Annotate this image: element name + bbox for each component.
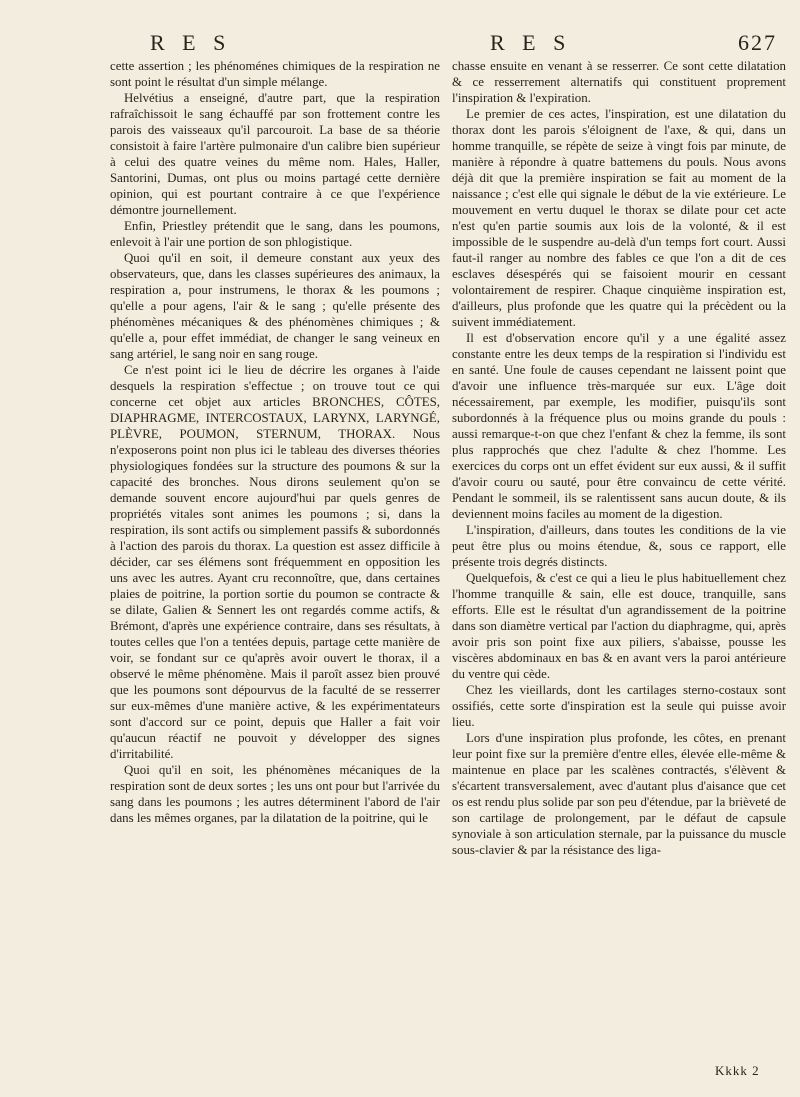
page-number: 627 (738, 30, 777, 55)
paragraph: Enfin, Priestley prétendit que le sang, dans les poumons, enlevoit à l'air une portion de son phlogistique. (110, 219, 440, 249)
paragraph: Ce n'est point ici le lieu de décrire les organes à l'aide desquels la respiration s'effectue ; on trouve tout ce qui concerne cet objet aux articles BRONCHES, CÔTES, DIAPHRAGME, INTERCOSTAUX, LARYNX, LARYNGÉ, PLÈVRE, POUMON, STERNUM, THORAX. Nous n'exposerons point non plus ici le tableau des diverses théories physiologiques fondées sur la structure des poumons & sur la capacité des bronches. Nous dirons seulement qu'on se demande souvent encore aujourd'hui par quels genres de propriétés vitales sont animes les poumons ; si, dans la respiration, ils sont actifs ou simplement passifs & subordonnés à l'action des parois du thorax. La question est assez difficile à décider, car ses élémens sont fréquemment en opposition les uns avec les autres. Ayant cru reconnoître, que, dans certaines plaies de poitrine, la portion sortie du poumon se contracte & se dilate, Galien & Sennert les ont regardés comme actifs, & Brémont, d'après une expérience contraire, dans ses résultats, à toutes celles que l'on a tentées depuis, partage cette manière de voir, se fondant sur ce qu'après avoir ouvert le thorax, il a observé le même phénomène. Mais il paroît assez bien prouvé que les poumons sont dépourvus de la faculté de se resserrer sur eux-mêmes d'une manière active, & les expérimentateurs sont d'accord sur ce point, depuis que Haller a fait voir qu'aucun réactif ne pouvoit y développer des signes d'irritabilité. (110, 363, 440, 761)
paragraph: cette assertion ; les phénoménes chimiques de la respiration ne sont point le résultat d'un simple mélange. (110, 59, 440, 89)
running-header (0, 20, 800, 60)
paragraph: Helvétius a enseigné, d'autre part, que la respiration rafraîchissoit le sang échauffé par son frottement contre les parois des vaisseaux qu'il parcouroit. La base de sa théorie consistoit à faire l'artère pulmonaire d'un calibre bien supérieur à celui des quatre veines du même nom. Hales, Haller, Santorini, Dumas, ont plus ou moins partagé cette dernière opinion, qui est pourtant contraire à ce que l'expérience démontre journellement. (110, 91, 440, 217)
paragraph: Lors d'une inspiration plus profonde, les côtes, en prenant leur point fixe sur la première d'entre elles, élevée elle-même & maintenue en place par les scalènes contractés, s'élèvent & s'écartent transversalement, avec d'autant plus d'aisance que cet os est rendu plus solide par son peu d'étendue, par la brièveté de son cartilage de prolongement, par le défaut de capsule synoviale à son articulation sternale, par la puissance du muscle sous-clavier & par la résistance des liga- (452, 731, 786, 857)
paragraph: Le premier de ces actes, l'inspiration, est une dilatation du thorax dont les parois s'éloignent de l'axe, & qui, dans un homme tranquille, se répète de seize à vingt fois par minute, de manière à répondre à quatre battemens du pouls. Nous avons déjà dit que la première inspiration se fait au moment de la naissance ; c'est elle qui signale le début de la vie extérieure. Le mouvement en vertu duquel le thorax se dilate pour cet acte n'est qu'en partie soumis aux lois de la volonté, & il est impossible de le suspendre au-delà d'un temps fort court. Aussi faut-il ranger au nombre des fables ce que l'on a dit de ces esclaves désespérés qui se faisoient mourir en cessant volontairement de respirer. Chaque cinquième inspiration est, d'ailleurs, plus profonde que les quatre qui la précèdent ou la suivent immédiatement. (452, 107, 786, 329)
paragraph: L'inspiration, d'ailleurs, dans toutes les conditions de la vie peut être plus ou moins étendue, &, sous ce rapport, elle présente trois degrés distincts. (452, 523, 786, 569)
paragraph: Quoi qu'il en soit, les phénomènes mécaniques de la respiration sont de deux sortes ; les uns ont pour but l'arrivée du sang dans les poumons ; les autres déterminent l'abord de l'air dans les mêmes organes, par la dilatation de la poitrine, qui le (110, 763, 440, 825)
paragraph: Quelquefois, & c'est ce qui a lieu le plus habituellement chez l'homme tranquille & sain, elle est douce, tranquille, sans efforts. Elle est le résultat d'un agrandissement de la poitrine dans son diamètre vertical par l'action du diaphragme, qui, après avoir pris son point fixe aux piliers, s'abaisse, pousse les viscères abdominaux en bas & en avant vers la paroi antérieure du ventre qui cède. (452, 571, 786, 681)
header-right: R E S (490, 30, 572, 55)
left-column (110, 58, 440, 826)
paragraph: chasse ensuite en venant à se resserrer. Ce sont cette dilatation & ce resserrement alternatifs qui constituent proprement l'inspiration & l'expiration. (452, 59, 786, 105)
paragraph: Quoi qu'il en soit, il demeure constant aux yeux des observateurs, que, dans les classes supérieures des animaux, la respiration a, pour instrumens, le thorax & les poumons ; qu'elle a pour agens, l'air & le sang ; qu'elle présente des phénomènes mécaniques & des phénomènes chimiques ; & qu'elle a, pour effet immédiat, de changer le sang veineux en sang artériel, le sang noir en sang rouge. (110, 251, 440, 361)
paragraph: Il est d'observation encore qu'il y a une égalité assez constante entre les deux temps de la respiration si l'individu est en santé. Une foule de causes cependant ne laissent point que d'avoir une influence très-marquée sur eux. L'âge doit nécessairement, par exemple, les modifier, puisqu'ils sont subordonnés à la fréquence plus ou moins grande du pouls : aussi remarque-t-on que chez l'enfant & chez la femme, ils sont plus rapprochés que chez l'adulte & chez l'homme. Les exercices du corps ont un effet évident sur eux aussi, & il suffit d'avoir couru ou sauté, pour être convaincu de cette vérité. Pendant le sommeil, ils se ralentissent sans aucun doute, & ils deviennent moins faciles au moment de la digestion. (452, 331, 786, 521)
right-column (452, 58, 786, 858)
paragraph: Chez les vieillards, dont les cartilages sterno-costaux sont ossifiés, cette sorte d'inspiration est la seule qui puisse avoir lieu. (452, 683, 786, 729)
signature-mark: Kkkk 2 (715, 1063, 760, 1078)
header-left: R E S (150, 30, 232, 55)
